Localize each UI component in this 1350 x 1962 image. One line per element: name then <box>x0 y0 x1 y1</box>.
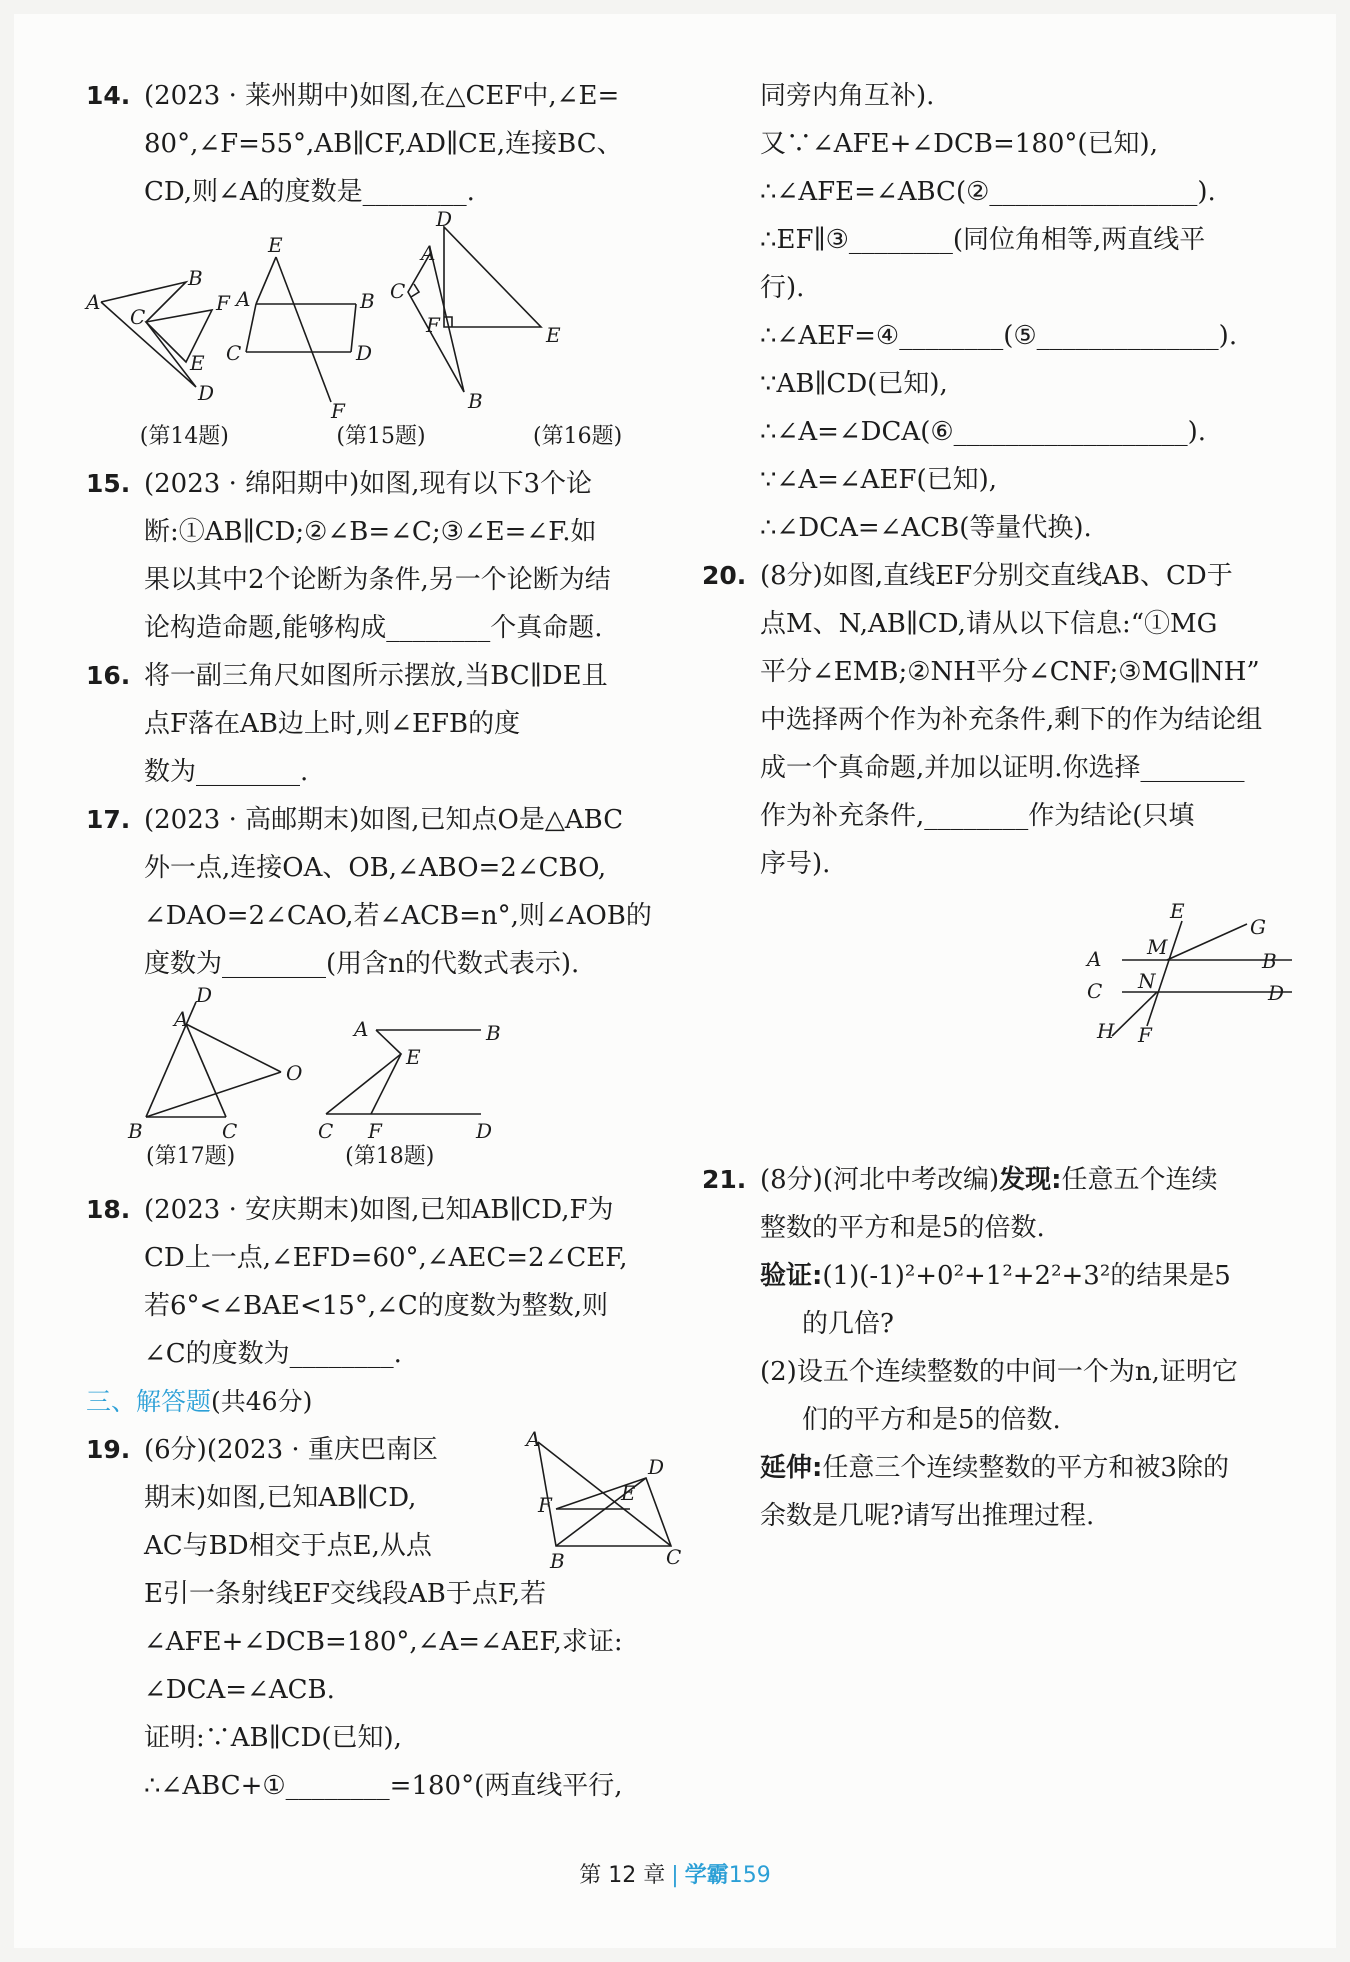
question-15 <box>86 460 676 652</box>
figure-17 <box>127 983 302 1143</box>
q21-source: (8分)(河北中考改编) <box>760 1165 1000 1195</box>
q19-line7: 证明:∵AB∥CD(已知), <box>144 1723 402 1753</box>
q19-line4: E引一条射线EF交线段AB于点F,若 <box>144 1579 547 1609</box>
fig16-label-A: A <box>421 241 436 265</box>
figure-captions-row1 <box>86 422 676 452</box>
footer-chapter: 第 12 章 <box>579 1863 666 1888</box>
footer-page-number: 159 <box>728 1863 771 1888</box>
q20-line5: 成一个真命题,并加以证明.你选择________ <box>760 753 1245 783</box>
q18-line4: ∠C的度数为________. <box>144 1339 402 1369</box>
fig14-label-C: C <box>130 305 146 329</box>
q14-line1: (2023 · 莱州期中)如图,在△CEF中,∠E= <box>144 81 620 111</box>
q21-verify-2a: (2)设五个连续整数的中间一个为n,证明它 <box>760 1357 1238 1387</box>
q15-line3: 果以其中2个论断为条件,另一个论断为结 <box>144 565 611 595</box>
q19c-line4: ∴EF∥③________(同位角相等,两直线平 <box>760 225 1206 255</box>
q18-line3: 若6°<∠BAE<15°,∠C的度数为整数,则 <box>144 1291 609 1321</box>
fig17-label-C: C <box>222 1119 238 1143</box>
q17-line3: ∠DAO=2∠CAO,若∠ACB=n°,则∠AOB的 <box>144 901 652 931</box>
q15-line2: 断:①AB∥CD;②∠B=∠C;③∠E=∠F.如 <box>144 517 597 547</box>
q21-discover-text: 任意五个连续 <box>1061 1165 1218 1195</box>
q19c-line6: ∴∠AEF=④________(⑤______________). <box>760 321 1238 351</box>
q15-line1: (2023 · 绵阳期中)如图,现有以下3个论 <box>144 469 593 499</box>
fig15-label-F: F <box>331 399 345 423</box>
fig14-label-E: E <box>190 351 205 375</box>
q21-verify-line1 <box>760 1252 1292 1300</box>
fig19-label-B: B <box>550 1549 565 1573</box>
fig16-label-C: C <box>390 279 406 303</box>
footer-brand: 学霸 <box>684 1863 729 1888</box>
fig17-label-O: O <box>286 1061 303 1085</box>
fig20-label-F: F <box>1138 1023 1152 1047</box>
q19c-line8: ∴∠A=∠DCA(⑥__________________). <box>760 417 1207 447</box>
fig20-label-E: E <box>1170 899 1185 923</box>
question-20 <box>702 552 1292 888</box>
fig17-label-B: B <box>128 1119 143 1143</box>
q21-line1 <box>760 1156 1292 1204</box>
q21-extend-line1 <box>760 1444 1292 1492</box>
fig20-label-B: B <box>1262 949 1277 973</box>
page-footer <box>0 1858 1350 1889</box>
q20-line3: 平分∠EMB;②NH平分∠CNF;③MG∥NH” <box>760 657 1260 687</box>
fig20-label-G: G <box>1250 915 1266 939</box>
q19-line6: ∠DCA=∠ACB. <box>144 1675 335 1705</box>
fig15-label-C: C <box>226 341 242 365</box>
fig18-label-F: F <box>368 1119 382 1143</box>
question-number: 17. <box>86 805 131 834</box>
figure-14 <box>84 266 231 405</box>
q18-line2: CD上一点,∠EFD=60°,∠AEC=2∠CEF, <box>144 1243 628 1273</box>
q20-line1: (8分)如图,直线EF分别交直线AB、CD于 <box>760 561 1233 591</box>
figure-18 <box>318 1017 501 1143</box>
question-number: 18. <box>86 1195 131 1224</box>
fig19-label-A: A <box>526 1427 541 1451</box>
fig17-label-A: A <box>174 1007 189 1031</box>
q19c-line2: 又∵∠AFE+∠DCB=180°(已知), <box>760 129 1158 159</box>
q21-verify-2b: 们的平方和是5的倍数. <box>802 1405 1061 1435</box>
q19c-line3: ∴∠AFE=∠ABC(②________________). <box>760 177 1216 207</box>
fig16-label-B: B <box>468 389 483 413</box>
question-number: 15. <box>86 469 131 498</box>
fig18-label-A: A <box>354 1017 369 1041</box>
figures-14-15-16 <box>86 207 686 423</box>
q17-line2: 外一点,连接OA、OB,∠ABO=2∠CBO, <box>144 853 607 883</box>
fig20-label-M: M <box>1147 935 1168 959</box>
q19-line3: AC与BD相交于点E,从点 <box>144 1531 432 1561</box>
q19-line1: (6分)(2023 · 重庆巴南区 <box>144 1435 438 1465</box>
caption-fig17: (第17题) <box>146 1144 236 1169</box>
q21-line2: 整数的平方和是5的倍数. <box>760 1213 1045 1243</box>
figure-15 <box>226 233 375 423</box>
section-heading <box>86 1378 676 1426</box>
q19c-line1: 同旁内角互补). <box>760 81 935 111</box>
fig19-label-D: D <box>648 1455 665 1479</box>
q21-verify-label: 验证: <box>760 1261 823 1291</box>
fig20-label-D: D <box>1268 981 1285 1005</box>
q18-line1: (2023 · 安庆期末)如图,已知AB∥CD,F为 <box>144 1195 614 1225</box>
figures-17-18 <box>86 983 686 1143</box>
left-column <box>86 72 682 1810</box>
q19-proof-continued <box>702 72 1292 552</box>
question-18 <box>86 1186 676 1378</box>
fig14-label-D: D <box>198 381 215 405</box>
q19-line5: ∠AFE+∠DCB=180°,∠A=∠AEF,求证: <box>144 1627 623 1657</box>
fig20-label-A: A <box>1087 947 1102 971</box>
figure-20 <box>702 896 1292 1076</box>
figure-19 <box>516 1427 686 1573</box>
caption-fig16: (第16题) <box>533 424 623 449</box>
q15-line4: 论构造命题,能够构成________个真命题. <box>144 613 603 643</box>
fig18-label-C: C <box>318 1119 334 1143</box>
question-21 <box>702 1156 1292 1540</box>
q21-discover-label: 发现: <box>999 1165 1062 1195</box>
fig15-label-B: B <box>360 289 375 313</box>
fig18-label-E: E <box>406 1045 421 1069</box>
q19c-line5: 行). <box>760 273 805 303</box>
footer-separator: | <box>671 1863 679 1888</box>
q19-line2: 期末)如图,已知AB∥CD, <box>144 1483 417 1513</box>
q21-extend-2: 余数是几呢?请写出推理过程. <box>760 1501 1095 1531</box>
q20-line2: 点M、N,AB∥CD,请从以下信息:“①MG <box>760 609 1218 639</box>
fig16-label-E: E <box>546 323 561 347</box>
fig17-label-D: D <box>196 983 213 1007</box>
caption-fig15: (第15题) <box>336 424 426 449</box>
section-score: (共46分) <box>211 1387 313 1416</box>
fig16-label-D: D <box>436 207 453 231</box>
q21-verify-1a: (1)(-1)²+0²+1²+2²+3²的结果是5 <box>822 1261 1231 1291</box>
q17-line1: (2023 · 高邮期末)如图,已知点O是△ABC <box>144 805 624 835</box>
fig18-label-B: B <box>486 1021 501 1045</box>
question-number: 19. <box>86 1435 131 1464</box>
q20-line7: 序号). <box>760 849 831 879</box>
question-17 <box>86 796 676 988</box>
fig18-label-D: D <box>476 1119 493 1143</box>
q20-line6: 作为补充条件,________作为结论(只填 <box>760 801 1195 831</box>
fig20-label-C: C <box>1087 979 1103 1003</box>
fig20-label-N: N <box>1138 969 1156 993</box>
question-19 <box>86 1426 682 1810</box>
fig20-label-H: H <box>1097 1019 1115 1043</box>
section-title: 三、解答题 <box>86 1387 212 1416</box>
q21-extend-label: 延伸: <box>760 1453 823 1483</box>
question-16 <box>86 652 676 796</box>
q14-line3: CD,则∠A的度数是________. <box>144 177 475 207</box>
question-number: 16. <box>86 661 131 690</box>
q19c-line10: ∴∠DCA=∠ACB(等量代换). <box>760 513 1092 543</box>
fig15-label-E: E <box>268 233 283 257</box>
fig14-label-B: B <box>188 266 203 290</box>
right-column <box>702 72 1292 1540</box>
fig19-label-F: F <box>538 1493 552 1517</box>
q21-extend-1: 任意三个连续整数的平方和被3除的 <box>822 1453 1229 1483</box>
q21-verify-1b: 的几倍? <box>802 1309 894 1339</box>
question-number: 20. <box>702 561 747 590</box>
fig16-label-F: F <box>426 313 440 337</box>
fig14-label-A: A <box>86 290 101 314</box>
q16-line1: 将一副三角尺如图所示摆放,当BC∥DE且 <box>144 661 608 691</box>
question-14 <box>86 72 676 216</box>
q17-line4: 度数为________(用含n的代数式表示). <box>144 949 580 979</box>
caption-fig18: (第18题) <box>345 1144 435 1169</box>
q16-line3: 数为________. <box>144 757 309 787</box>
figure-captions-row2 <box>86 1142 676 1172</box>
q20-line4: 中选择两个作为补充条件,剩下的作为结论组 <box>760 705 1263 735</box>
fig14-label-F: F <box>216 291 230 315</box>
fig15-label-A: A <box>236 287 251 311</box>
fig15-label-D: D <box>356 341 373 365</box>
q19-line8: ∴∠ABC+①________=180°(两直线平行, <box>144 1771 623 1801</box>
figure-16 <box>390 207 561 413</box>
caption-fig14: (第14题) <box>139 424 229 449</box>
q19c-line9: ∵∠A=∠AEF(已知), <box>760 465 998 495</box>
question-number: 14. <box>86 81 131 110</box>
fig19-label-C: C <box>666 1545 682 1569</box>
q19c-line7: ∵AB∥CD(已知), <box>760 369 948 399</box>
question-number: 21. <box>702 1165 747 1194</box>
fig19-label-E: E <box>621 1481 636 1505</box>
q16-line2: 点F落在AB边上时,则∠EFB的度 <box>144 709 521 739</box>
q14-line2: 80°,∠F=55°,AB∥CF,AD∥CE,连接BC、 <box>144 129 623 159</box>
